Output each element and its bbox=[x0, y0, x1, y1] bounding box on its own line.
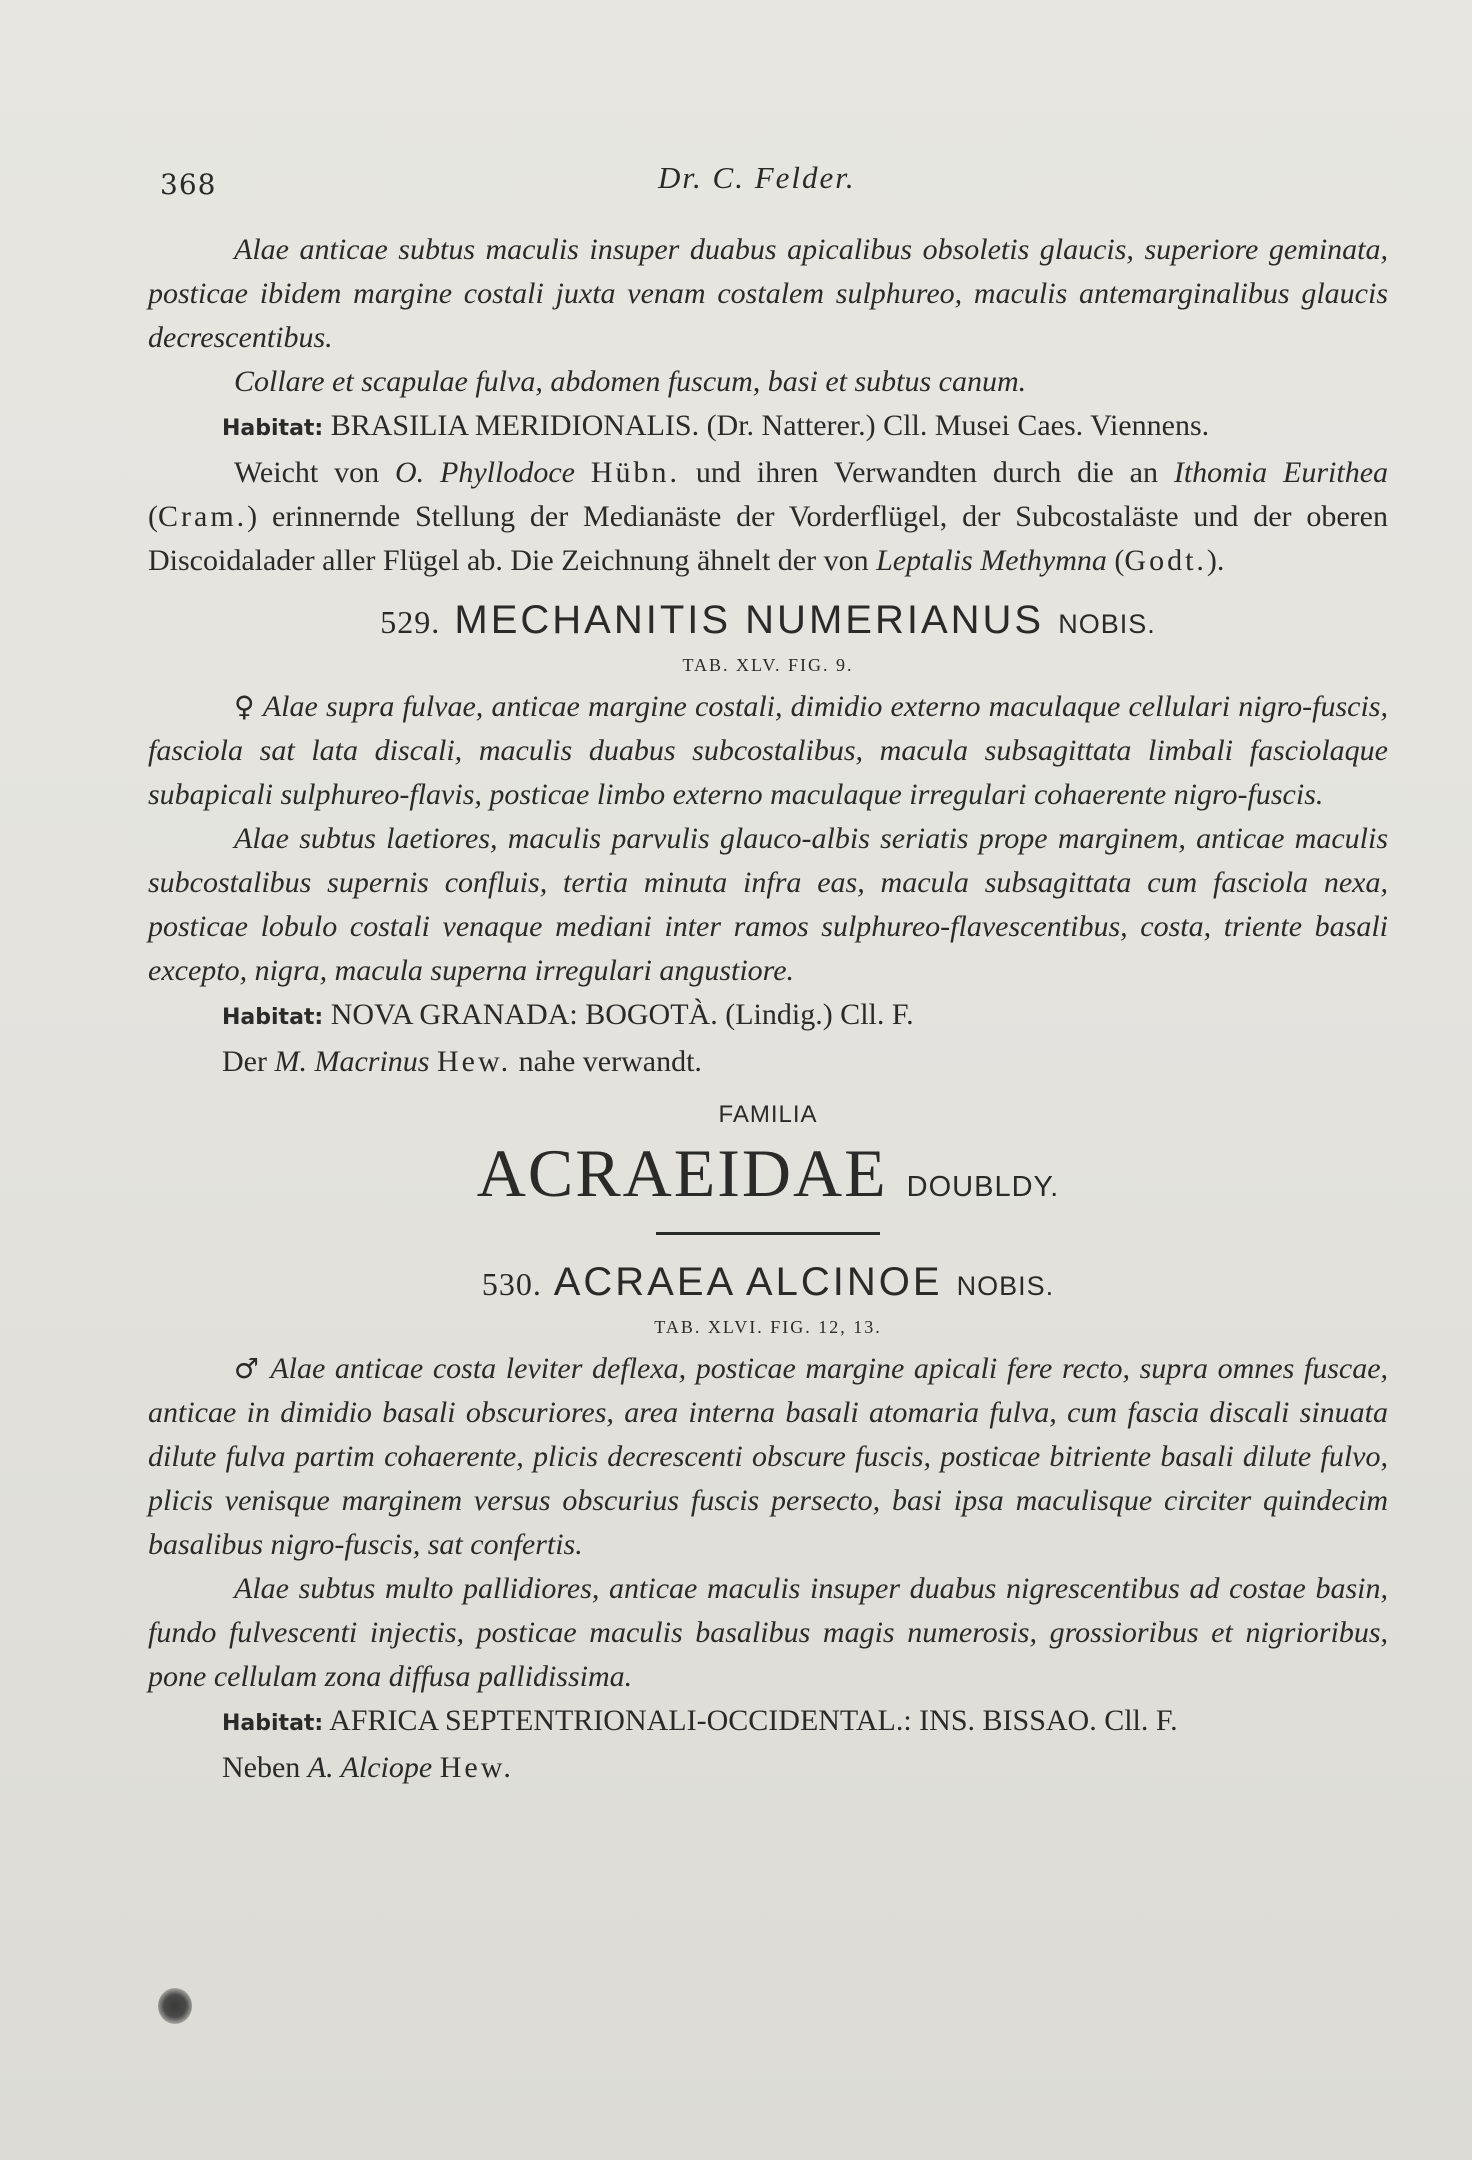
text-run: Weicht von bbox=[234, 456, 395, 489]
species-530-description-under: Alae subtus multo pallidiores, anticae maculis insuper duabus nigrescentibus ad costae basin, fundo fulvescenti injectis, posticae maculis basalibus magis numerosis, grossioribus et nigrioribus, pone cellulam zona diffusa pallidissima. bbox=[148, 1572, 1388, 1693]
species-title: MECHANITIS NUMERIANUS bbox=[454, 598, 1045, 642]
species-529-note bbox=[148, 1040, 1388, 1084]
species-heading-530 bbox=[148, 1255, 1388, 1313]
plate-reference: TAB. XLVI. FIG. 12, 13. bbox=[654, 1317, 882, 1337]
species-name: Leptalis Methymna bbox=[876, 544, 1107, 577]
species-name: A. Alciope bbox=[307, 1751, 433, 1784]
text-run: ( bbox=[1106, 544, 1125, 577]
species-author: NOBIS. bbox=[956, 1271, 1055, 1301]
author-name: Hew. bbox=[439, 1751, 514, 1784]
species-530-note bbox=[148, 1746, 1388, 1790]
species-name: O. Phyllodoce bbox=[394, 456, 575, 489]
text-run: ) erinnernde Stellung der Medianäste der Vorderflügel, der Subcostaläste und der oberen Discoidalader aller Flügel ab. Die Zeichnung ähnelt der von bbox=[148, 500, 1388, 577]
species-529-description-upper bbox=[148, 685, 1388, 817]
text-run: ). bbox=[1206, 544, 1225, 577]
text-run: ( bbox=[148, 500, 158, 533]
page-body bbox=[148, 228, 1388, 1790]
author-name: Hübn. bbox=[590, 456, 681, 489]
page-header bbox=[158, 160, 1388, 210]
text-run: und ihren Verwandten durch die an bbox=[680, 456, 1174, 489]
author-name: Godt. bbox=[1124, 544, 1207, 577]
family-divider bbox=[656, 1232, 880, 1235]
habitat-label: Habitat: bbox=[222, 1711, 324, 1736]
species-name: Ithomia Eurithea bbox=[1173, 456, 1389, 489]
text-run: Neben bbox=[222, 1751, 308, 1784]
male-symbol-icon: ♂ bbox=[234, 1352, 262, 1385]
family-author: DOUBLDY. bbox=[906, 1171, 1060, 1203]
species-530-description-upper bbox=[148, 1347, 1388, 1567]
habitat-text: BRASILIA MERIDIONALIS. (Dr. Natterer.) Cll. Musei Caes. Viennens. bbox=[330, 409, 1210, 442]
family-name: ACRAEIDAE bbox=[476, 1135, 888, 1211]
species-name: M. Macrinus bbox=[274, 1045, 430, 1078]
paragraph-underside-description: Alae anticae subtus maculis insuper duabus apicalibus obsoletis glaucis, superiore geminata, posticae ibidem margine costali juxta venam costalem sulphureo, maculis antemarginalibus glaucis decrescentibus. bbox=[148, 233, 1388, 354]
plate-reference: TAB. XLV. FIG. 9. bbox=[682, 655, 854, 675]
paragraph-collar-description: Collare et scapulae fulva, abdomen fuscum, basi et subtus canum. bbox=[234, 365, 1027, 398]
description-text: Alae supra fulvae, anticae margine costali, dimidio externo maculaque cellulari nigro-fuscis, fasciola sat lata discali, maculis duabus subcostalibus, macula subsagittata limbali fasciolaque subapicali sulphureo-flavis, posticae limbo externo maculaque irregulari cohaerente nigro-fuscis. bbox=[148, 690, 1388, 811]
family-heading bbox=[148, 1132, 1388, 1228]
female-symbol-icon: ♀ bbox=[234, 690, 256, 723]
habitat-line bbox=[148, 404, 1388, 451]
paragraph-comparison-note bbox=[148, 451, 1388, 583]
habitat-text: NOVA GRANADA: BOGOTÀ. (Lindig.) Cll. F. bbox=[330, 998, 914, 1031]
page-number: 368 bbox=[160, 168, 217, 201]
familia-label: FAMILIA bbox=[718, 1101, 818, 1128]
habitat-label: Habitat: bbox=[222, 1005, 324, 1030]
species-title: ACRAEA ALCINOE bbox=[553, 1260, 943, 1304]
species-heading-529 bbox=[148, 593, 1388, 651]
habitat-line bbox=[148, 1699, 1388, 1746]
text-run bbox=[429, 1045, 437, 1078]
text-run bbox=[575, 456, 591, 489]
author-name: Cram. bbox=[158, 500, 248, 533]
species-number: 529. bbox=[380, 604, 441, 640]
species-529-description-under: Alae subtus laetiores, maculis parvulis glauco-albis seriatis prope marginem, anticae maculis subcostalibus supernis confluis, tertia minuta infra eas, macula subsagittata cum fasciola nexa, posticae lobulo costali venaque mediani inter ramos sulphureo-flavescentibus, costa, triente basali excepto, nigra, macula superna irregulari angustiore. bbox=[148, 822, 1388, 987]
running-head: Dr. C. Felder. bbox=[658, 160, 856, 195]
text-run: Der bbox=[222, 1045, 275, 1078]
habitat-text: AFRICA SEPTENTRIONALI-OCCIDENTAL.: INS. BISSAO. Cll. F. bbox=[329, 1704, 1178, 1737]
species-author: NOBIS. bbox=[1058, 609, 1156, 639]
text-run bbox=[432, 1751, 440, 1784]
text-run: nahe verwandt. bbox=[511, 1045, 702, 1078]
description-text: Alae anticae costa leviter deflexa, posticae margine apicali fere recto, supra omnes fuscae, anticae in dimidio basali obscuriores, area interna basali atomaria fulva, cum fascia discali sinuata dilute fulva partim cohaerente, plicis decrescenti obscure fuscis, posticae bitriente basali dilute fulvo, plicis venisque marginem versus obscurius fuscis persecto, basi ipsa maculisque circiter quindecim basalibus nigro-fuscis, sat confertis. bbox=[148, 1352, 1389, 1561]
species-number: 530. bbox=[481, 1266, 542, 1302]
habitat-label: Habitat: bbox=[222, 416, 324, 441]
habitat-line bbox=[148, 993, 1388, 1040]
author-name: Hew. bbox=[436, 1045, 512, 1078]
ink-blot bbox=[158, 1988, 192, 2024]
